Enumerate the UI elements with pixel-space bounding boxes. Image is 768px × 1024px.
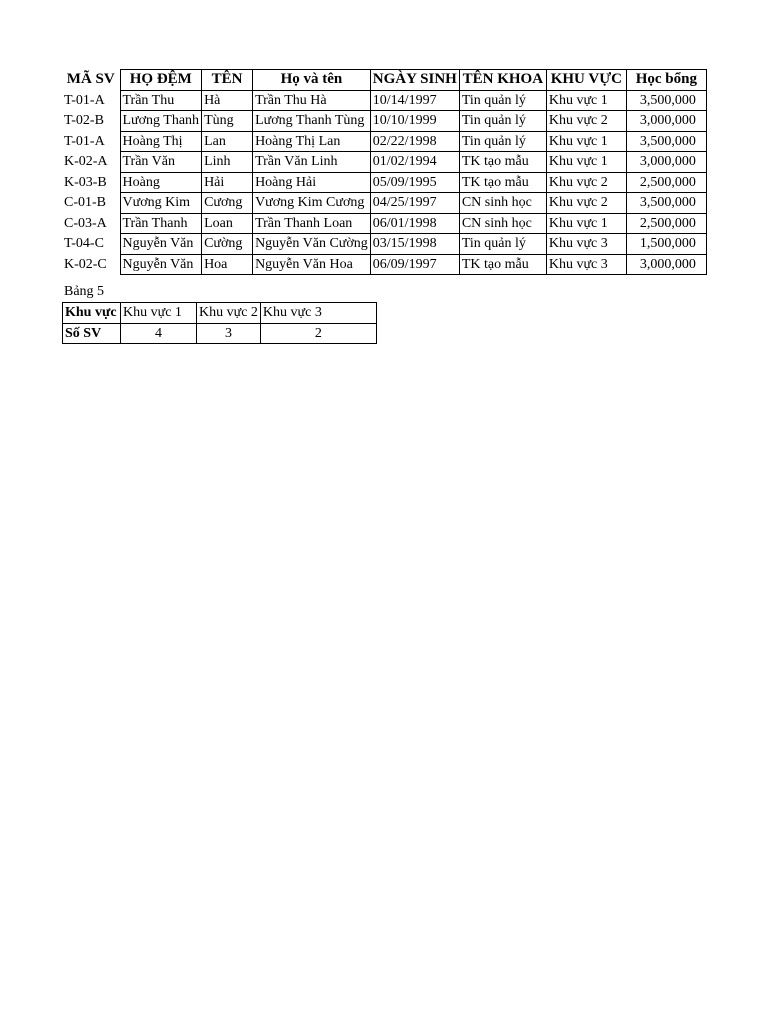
summary-cell[interactable]: Khu vực 2	[197, 303, 261, 324]
table-cell[interactable]: Trần Văn	[120, 152, 202, 173]
table-cell[interactable]: K-02-A	[64, 154, 108, 170]
summary-cell[interactable]: 2	[260, 323, 376, 344]
table-cell[interactable]: Tin quản lý	[459, 111, 546, 132]
table-cell[interactable]: 06/09/1997	[370, 254, 459, 275]
table-cell[interactable]: Khu vực 1	[546, 213, 626, 234]
table-cell[interactable]: Hoàng Hải	[253, 172, 371, 193]
table-cell[interactable]: K-03-B	[64, 174, 107, 190]
table-cell[interactable]: 05/09/1995	[370, 172, 459, 193]
table-row	[62, 111, 706, 132]
table-cell[interactable]: Khu vực 2	[546, 193, 626, 214]
table-cell[interactable]: 10/10/1999	[370, 111, 459, 132]
table-cell[interactable]: 3,000,000	[626, 254, 706, 275]
table-cell[interactable]: Trần Văn Linh	[253, 152, 371, 173]
table-cell[interactable]: Tin quản lý	[459, 131, 546, 152]
header-cell-ma-sv[interactable]: MÃ SV	[66, 71, 115, 88]
table-cell[interactable]: TK tạo mẫu	[459, 254, 546, 275]
table-row	[62, 172, 706, 193]
header-cell-ten[interactable]: TÊN	[202, 70, 253, 91]
table-cell[interactable]: Nguyễn Văn	[120, 234, 202, 255]
table-cell[interactable]: Vương Kim Cương	[253, 193, 371, 214]
student-table-body	[62, 90, 706, 275]
table-cell[interactable]: T-04-C	[64, 236, 104, 252]
table-cell[interactable]: Khu vực 1	[546, 131, 626, 152]
header-cell-ngay-sinh[interactable]: NGÀY SINH	[370, 70, 459, 91]
table-cell[interactable]: Tin quản lý	[459, 234, 546, 255]
header-cell-hoc-bong[interactable]: Học bổng	[626, 70, 706, 91]
table-row	[62, 193, 706, 214]
header-row	[62, 70, 706, 91]
summary-cell-label[interactable]: Khu vực	[63, 303, 121, 324]
table-cell[interactable]: CN sinh học	[459, 213, 546, 234]
table-cell[interactable]: 2,500,000	[626, 172, 706, 193]
table-cell[interactable]: Cương	[202, 193, 253, 214]
table-cell[interactable]: TK tạo mẫu	[459, 172, 546, 193]
table-cell[interactable]: 06/01/1998	[370, 213, 459, 234]
table-cell[interactable]: Trần Thanh	[120, 213, 202, 234]
table-cell[interactable]: Tùng	[202, 111, 253, 132]
table-row	[62, 254, 706, 275]
table-cell[interactable]: Nguyễn Văn Hoa	[253, 254, 371, 275]
table-cell[interactable]: Khu vực 1	[546, 90, 626, 111]
table-cell[interactable]: Khu vực 3	[546, 234, 626, 255]
table-cell[interactable]: Nguyễn Văn Cường	[253, 234, 371, 255]
table-cell[interactable]: Lương Thanh Tùng	[253, 111, 371, 132]
summary-row-count	[63, 323, 377, 344]
header-cell-ho-va-ten[interactable]: Họ và tên	[253, 70, 371, 91]
table-cell[interactable]: Khu vực 2	[546, 111, 626, 132]
summary-row-region	[63, 303, 377, 324]
table-cell[interactable]: 3,000,000	[626, 152, 706, 173]
table-cell[interactable]: 3,500,000	[626, 193, 706, 214]
table-cell[interactable]: Tin quản lý	[459, 90, 546, 111]
table-cell[interactable]: Hoàng Thị Lan	[253, 131, 371, 152]
table-row	[62, 131, 706, 152]
table-cell[interactable]: Loan	[202, 213, 253, 234]
table-cell[interactable]: Khu vực 3	[546, 254, 626, 275]
table-cell[interactable]: 3,500,000	[626, 90, 706, 111]
table-cell[interactable]: 01/02/1994	[370, 152, 459, 173]
summary-cell-label[interactable]: Số SV	[63, 323, 121, 344]
table-cell[interactable]: 10/14/1997	[370, 90, 459, 111]
table-cell[interactable]: K-02-C	[64, 256, 107, 272]
table-caption: Bảng 5	[64, 284, 105, 299]
header-cell-khu-vuc[interactable]: KHU VỰC	[546, 70, 626, 91]
table-cell[interactable]: Hải	[202, 172, 253, 193]
table-cell[interactable]: Khu vực 1	[546, 152, 626, 173]
table-cell[interactable]: 3,500,000	[626, 131, 706, 152]
table-cell[interactable]: C-03-A	[64, 215, 107, 231]
table-cell[interactable]: T-01-A	[64, 92, 105, 108]
table-cell[interactable]: C-01-B	[64, 195, 106, 211]
table-cell[interactable]: 02/22/1998	[370, 131, 459, 152]
table-cell[interactable]: Cường	[202, 234, 253, 255]
table-cell[interactable]: Trần Thu	[120, 90, 202, 111]
table-cell[interactable]: Lan	[202, 131, 253, 152]
table-cell[interactable]: 2,500,000	[626, 213, 706, 234]
table-cell[interactable]: Hoàng Thị	[120, 131, 202, 152]
table-cell[interactable]: T-02-B	[64, 113, 104, 129]
table-cell[interactable]: Lương Thanh	[120, 111, 202, 132]
table-cell[interactable]: Linh	[202, 152, 253, 173]
table-cell[interactable]: Trần Thanh Loan	[253, 213, 371, 234]
table-cell[interactable]: Khu vực 2	[546, 172, 626, 193]
header-cell-ho-dem[interactable]: HỌ ĐỆM	[120, 70, 202, 91]
table-row	[62, 90, 706, 111]
table-row	[62, 234, 706, 255]
table-cell[interactable]: 04/25/1997	[370, 193, 459, 214]
table-cell[interactable]: 3,000,000	[626, 111, 706, 132]
table-cell[interactable]: TK tạo mẫu	[459, 152, 546, 173]
header-cell-ten-khoa[interactable]: TÊN KHOA	[459, 70, 546, 91]
summary-table	[62, 302, 377, 344]
table-row	[62, 152, 706, 173]
table-row	[62, 213, 706, 234]
summary-cell[interactable]: Khu vực 3	[260, 303, 376, 324]
summary-cell[interactable]: Khu vực 1	[121, 303, 197, 324]
summary-cell[interactable]: 3	[197, 323, 261, 344]
table-cell[interactable]: 1,500,000	[626, 234, 706, 255]
table-cell[interactable]: Hà	[202, 90, 253, 111]
table-cell[interactable]: 03/15/1998	[370, 234, 459, 255]
table-cell[interactable]: Nguyễn Văn	[120, 254, 202, 275]
summary-cell[interactable]: 4	[121, 323, 197, 344]
table-cell[interactable]: T-01-A	[64, 133, 105, 149]
table-cell[interactable]: Hoàng	[120, 172, 202, 193]
table-cell[interactable]: CN sinh học	[459, 193, 546, 214]
table-cell[interactable]: Hoa	[202, 254, 253, 275]
table-cell[interactable]: Vương Kim	[120, 193, 202, 214]
student-table	[62, 69, 707, 275]
table-cell[interactable]: Trần Thu Hà	[253, 90, 371, 111]
